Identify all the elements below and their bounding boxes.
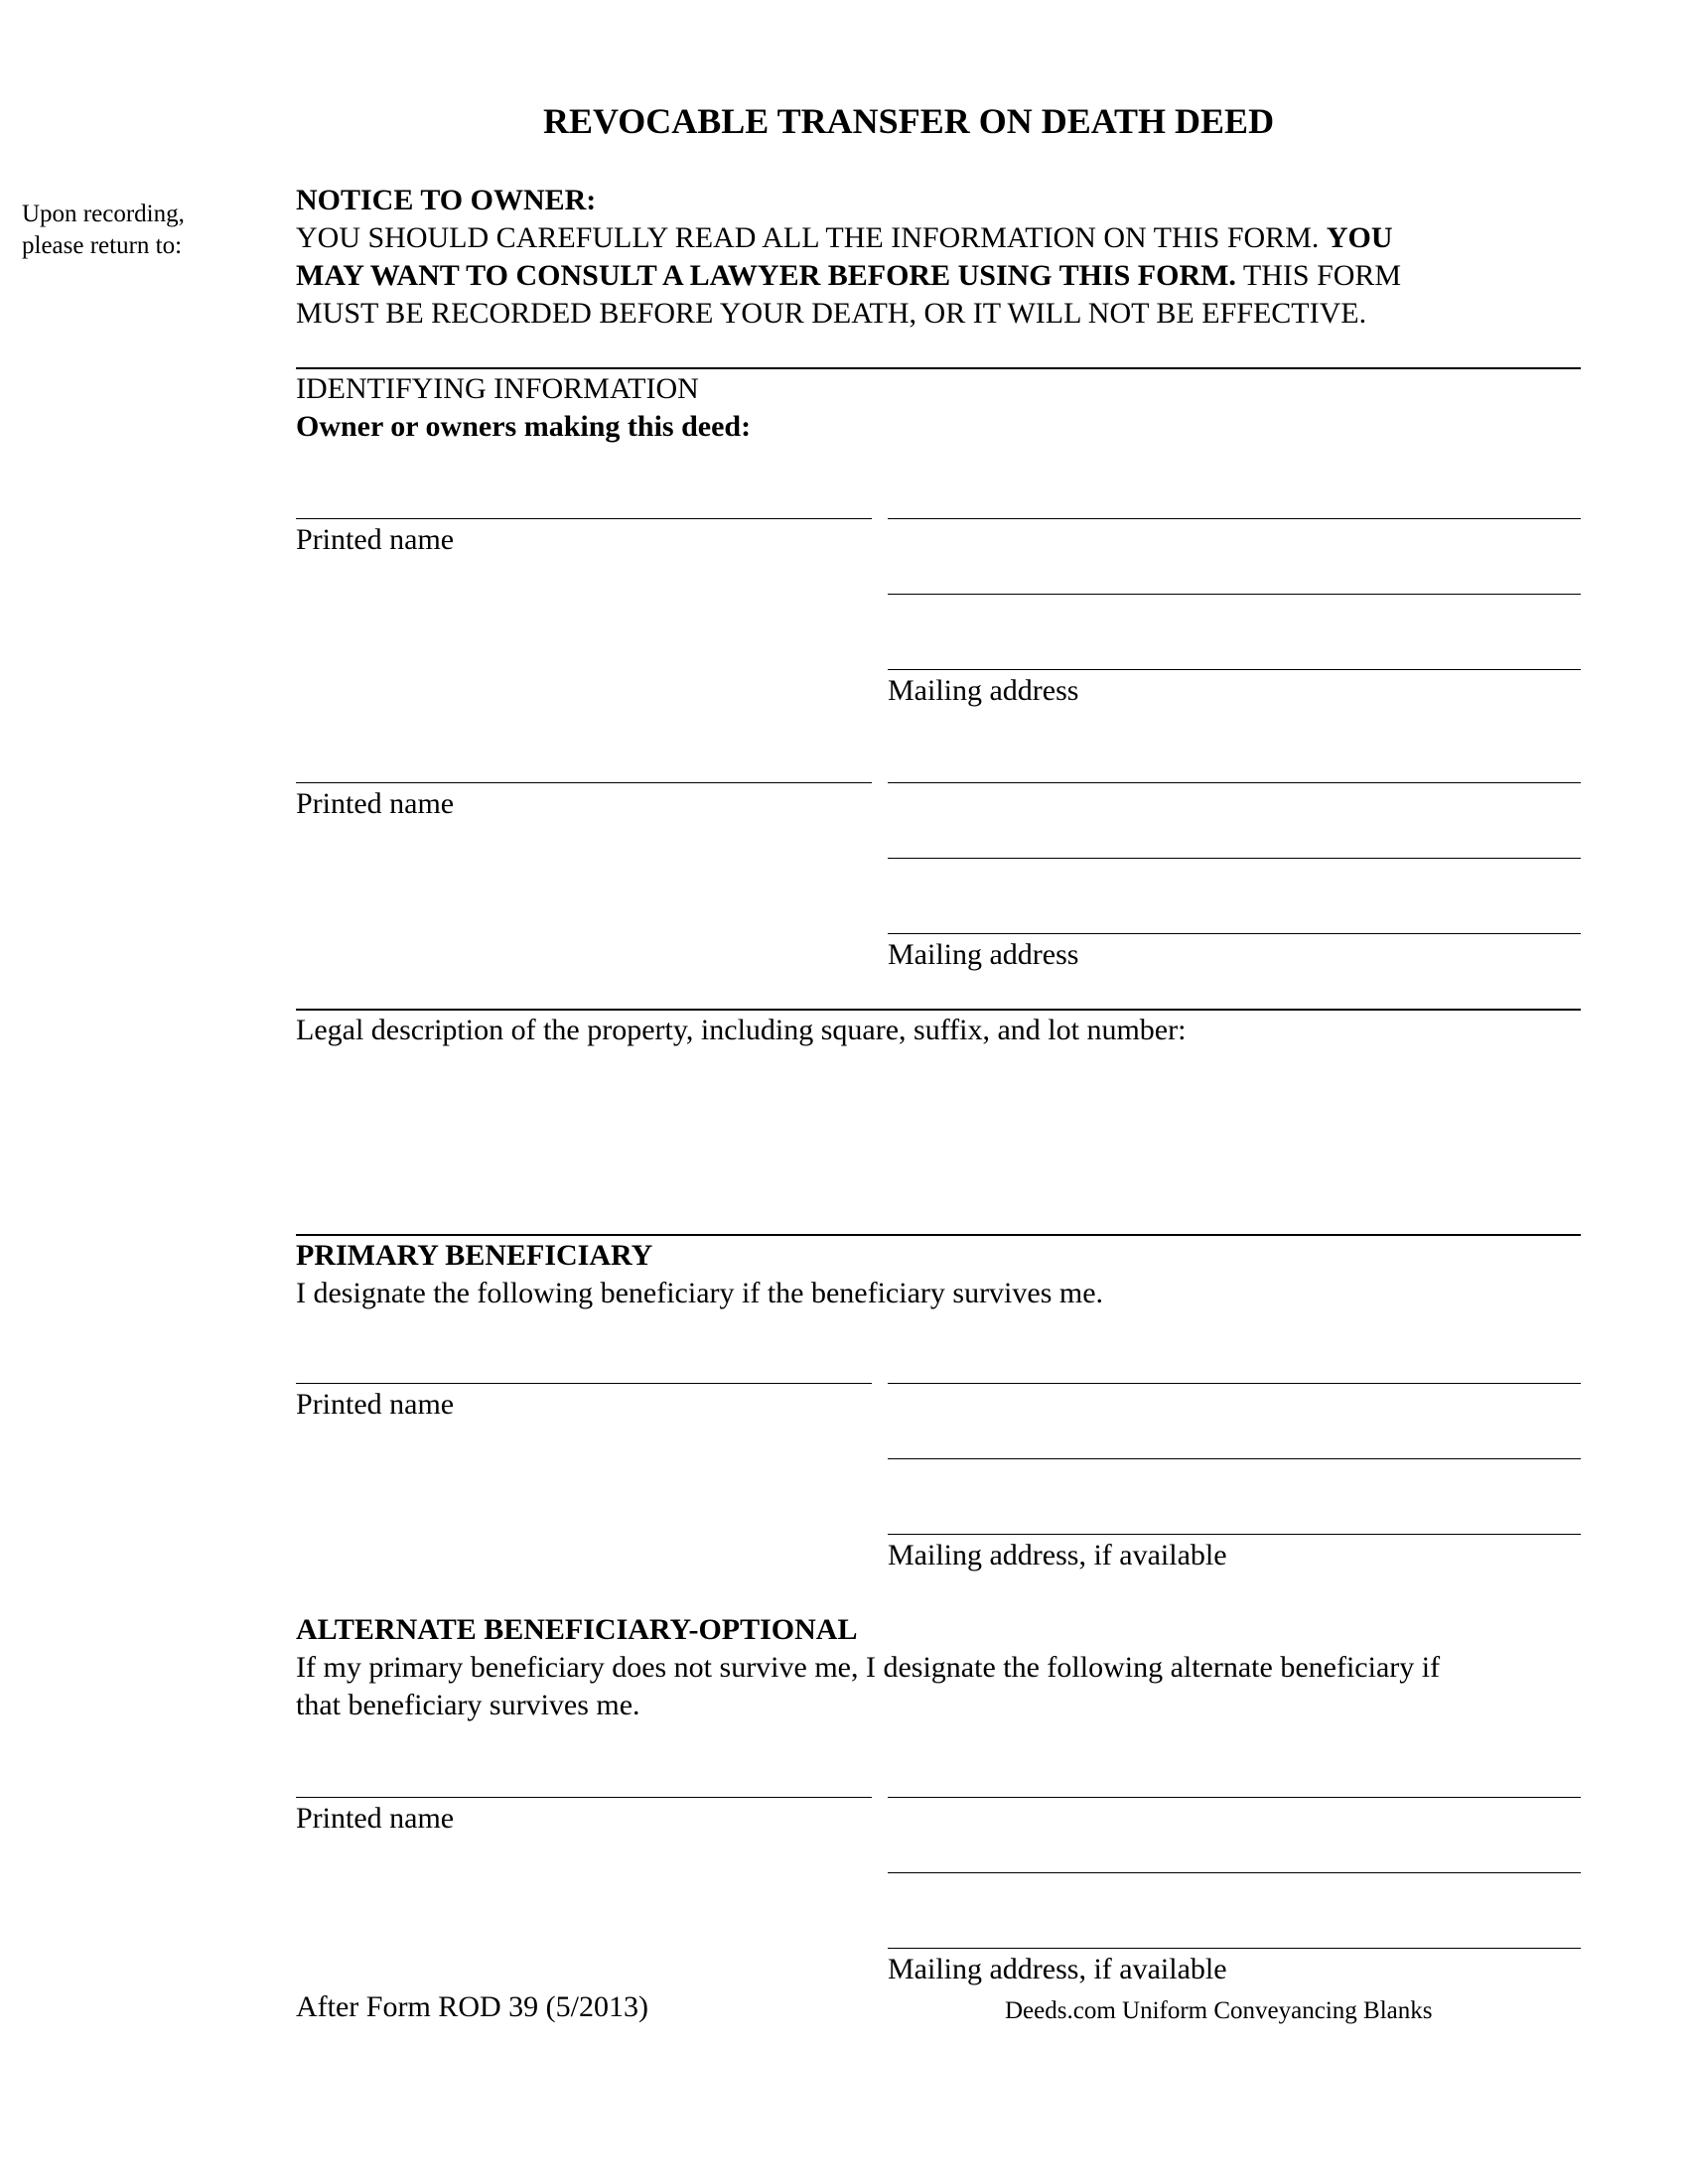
primary-address-field-2[interactable]	[888, 1458, 1581, 1459]
owner1-address-field-3[interactable]	[888, 669, 1581, 670]
section-divider-legal	[296, 1009, 1581, 1011]
section-divider-primary	[296, 1234, 1581, 1236]
primary-address-label: Mailing address, if available	[888, 1539, 1227, 1571]
primary-address-field-1[interactable]	[888, 1383, 1581, 1384]
alternate-name-field[interactable]	[296, 1797, 872, 1798]
alternate-address-field-1[interactable]	[888, 1797, 1581, 1798]
identifying-heading: IDENTIFYING INFORMATION	[296, 372, 699, 405]
page-title: REVOCABLE TRANSFER ON DEATH DEED	[543, 101, 1275, 141]
section-divider-identifying	[296, 367, 1581, 369]
primary-text: I designate the following beneficiary if the beneficiary survives me.	[296, 1277, 1104, 1309]
alternate-text-1: If my primary beneficiary does not survive me, I designate the following alternate beneficiary if	[296, 1651, 1441, 1684]
notice-heading: NOTICE TO OWNER:	[296, 184, 597, 216]
owner2-address-field-1[interactable]	[888, 782, 1581, 783]
primary-address-field-3[interactable]	[888, 1534, 1581, 1535]
footer-source: Deeds.com Uniform Conveyancing Blanks	[1005, 1997, 1433, 2024]
primary-name-field[interactable]	[296, 1383, 872, 1384]
alternate-text-2: that beneficiary survives me.	[296, 1689, 640, 1721]
owner1-address-field-1[interactable]	[888, 518, 1581, 519]
notice-line-1-bold: YOU	[1326, 221, 1393, 254]
owner2-address-label: Mailing address	[888, 938, 1079, 971]
alternate-name-label: Printed name	[296, 1802, 455, 1835]
legal-description-field[interactable]	[296, 1052, 1581, 1231]
notice-line-2-text: THIS FORM	[1242, 259, 1402, 292]
footer-form-ref: After Form ROD 39 (5/2013)	[296, 1990, 648, 2023]
notice-line-2	[296, 257, 1401, 295]
owner2-address-field-3[interactable]	[888, 933, 1581, 934]
owners-label: Owner or owners making this deed:	[296, 410, 752, 443]
primary-name-label: Printed name	[296, 1388, 455, 1421]
owner1-address-label: Mailing address	[888, 674, 1079, 707]
owner2-name-label: Printed name	[296, 787, 455, 820]
notice-line-1	[296, 219, 1393, 257]
alternate-heading: ALTERNATE BENEFICIARY-OPTIONAL	[296, 1613, 858, 1646]
owner2-address-field-2[interactable]	[888, 858, 1581, 859]
alternate-address-field-3[interactable]	[888, 1948, 1581, 1949]
return-to-line1: Upon recording,	[22, 201, 185, 227]
return-to-line2: please return to:	[22, 232, 183, 259]
alternate-address-label: Mailing address, if available	[888, 1953, 1227, 1985]
notice-line-3: MUST BE RECORDED BEFORE YOUR DEATH, OR IT WILL NOT BE EFFECTIVE.	[296, 297, 1367, 330]
notice-line-1-text: YOU SHOULD CAREFULLY READ ALL THE INFORMATION ON THIS FORM.	[296, 221, 1320, 254]
owner1-name-label: Printed name	[296, 523, 455, 556]
primary-heading: PRIMARY BENEFICIARY	[296, 1239, 653, 1272]
owner2-name-field[interactable]	[296, 782, 872, 783]
owner1-address-field-2[interactable]	[888, 594, 1581, 595]
legal-description-label: Legal description of the property, including square, suffix, and lot number:	[296, 1014, 1187, 1046]
notice-line-2-bold: MAY WANT TO CONSULT A LAWYER BEFORE USING THIS FORM.	[296, 259, 1236, 292]
alternate-address-field-2[interactable]	[888, 1872, 1581, 1873]
owner1-name-field[interactable]	[296, 518, 872, 519]
